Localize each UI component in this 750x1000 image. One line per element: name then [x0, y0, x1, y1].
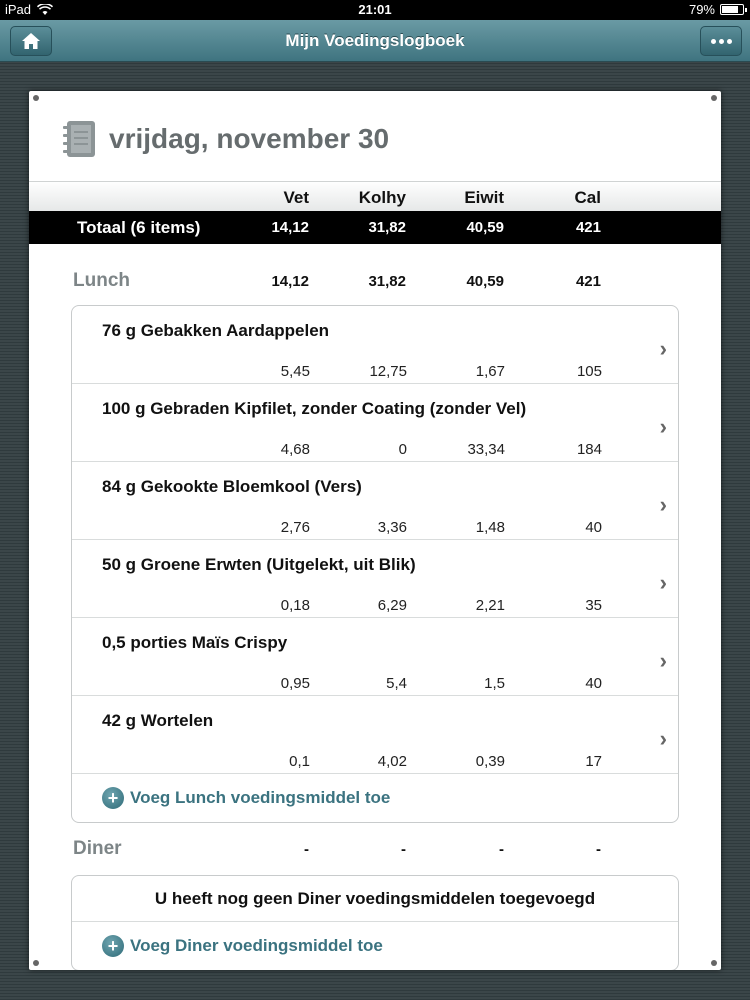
food-item-protein: 0,39 — [475, 753, 505, 770]
chevron-right-icon: › — [659, 726, 667, 751]
status-time: 21:01 — [358, 2, 392, 17]
food-item-row[interactable] — [72, 384, 678, 462]
battery-icon — [720, 4, 744, 15]
food-item-fat: 2,76 — [280, 519, 310, 536]
diner-protein: - — [499, 841, 504, 858]
column-carbs: Kolhy — [358, 188, 406, 207]
total-cal: 421 — [575, 219, 601, 236]
food-item-fat: 5,45 — [280, 363, 310, 380]
food-item-cal: 40 — [585, 519, 602, 536]
more-button[interactable] — [700, 26, 742, 56]
date-title: vrijdag, november 30 — [109, 123, 390, 154]
screw-decoration — [33, 960, 39, 966]
lunch-label: Lunch — [73, 270, 130, 291]
column-protein: Eiwit — [464, 188, 504, 207]
diner-fat: - — [304, 841, 309, 858]
food-item-row[interactable] — [72, 540, 678, 618]
lunch-carbs: 31,82 — [368, 273, 406, 290]
food-item-cal: 35 — [585, 597, 602, 614]
food-item-row[interactable] — [72, 306, 678, 384]
food-item-fat: 0,18 — [280, 597, 310, 614]
chevron-right-icon: › — [659, 336, 667, 361]
food-item-carbs: 0 — [398, 441, 407, 458]
food-item-carbs: 12,75 — [369, 363, 407, 380]
add-lunch-label: Voeg Lunch voedingsmiddel toe — [130, 788, 391, 807]
lunch-fat: 14,12 — [271, 273, 309, 290]
total-label: Totaal (6 items) — [77, 218, 201, 237]
food-item-row[interactable] — [72, 618, 678, 696]
food-item-protein: 1,67 — [475, 363, 505, 380]
column-cal: Cal — [574, 188, 601, 207]
total-row — [29, 211, 721, 244]
diner-cal: - — [596, 841, 601, 858]
food-item-fat: 0,95 — [280, 675, 310, 692]
food-item-cal: 184 — [576, 441, 602, 458]
screw-decoration — [711, 960, 717, 966]
status-bar — [0, 0, 750, 20]
chevron-right-icon: › — [659, 570, 667, 595]
food-item-protein: 1,5 — [484, 675, 505, 692]
diner-header — [29, 834, 721, 864]
navigation-bar — [0, 20, 750, 62]
food-item-carbs: 5,4 — [386, 675, 407, 692]
food-item-row[interactable] — [72, 462, 678, 540]
page-title: Mijn Voedingslogboek — [285, 31, 465, 50]
lunch-cal: 421 — [575, 273, 601, 290]
diner-items-group — [71, 875, 679, 970]
column-header — [29, 181, 721, 211]
food-item-name: 76 g Gebakken Aardappelen — [102, 321, 330, 340]
food-item-name: 84 g Gekookte Bloemkool (Vers) — [102, 477, 362, 496]
diner-label: Diner — [73, 838, 122, 859]
device-label: iPad — [5, 2, 32, 17]
lunch-header — [29, 266, 721, 296]
add-circle-icon: + — [102, 787, 124, 809]
food-item-protein: 2,21 — [475, 597, 505, 614]
food-item-fat: 0,1 — [289, 753, 310, 770]
add-lunch-button[interactable] — [72, 774, 678, 822]
food-item-row[interactable] — [72, 696, 678, 774]
date-header — [61, 119, 389, 159]
chevron-right-icon: › — [659, 492, 667, 517]
total-fat: 14,12 — [271, 219, 309, 236]
lunch-items-group — [71, 305, 679, 823]
add-diner-label: Voeg Diner voedingsmiddel toe — [130, 936, 383, 955]
more-icon — [711, 39, 732, 44]
add-diner-button[interactable] — [72, 922, 678, 970]
food-item-name: 42 g Wortelen — [102, 711, 214, 730]
battery-percentage: 79% — [688, 2, 715, 17]
food-item-protein: 1,48 — [475, 519, 505, 536]
total-carbs: 31,82 — [368, 219, 406, 236]
food-item-name: 50 g Groene Erwten (Uitgelekt, uit Blik) — [102, 555, 416, 574]
food-item-carbs: 4,02 — [377, 753, 407, 770]
food-item-name: 100 g Gebraden Kipfilet, zonder Coating (zonder Vel) — [102, 399, 527, 418]
chevron-right-icon: › — [659, 648, 667, 673]
column-fat: Vet — [283, 188, 309, 207]
lunch-protein: 40,59 — [466, 273, 504, 290]
screw-decoration — [33, 95, 39, 101]
empty-meal-message: U heeft nog geen Diner voedingsmiddelen toegevoegd — [72, 876, 678, 922]
total-protein: 40,59 — [466, 219, 504, 236]
food-item-cal: 40 — [585, 675, 602, 692]
food-item-name: 0,5 porties Maïs Crispy — [102, 633, 288, 652]
diner-carbs: - — [401, 841, 406, 858]
food-item-cal: 17 — [585, 753, 602, 770]
screw-decoration — [711, 95, 717, 101]
food-item-carbs: 6,29 — [377, 597, 407, 614]
notebook-icon — [61, 119, 99, 159]
food-item-carbs: 3,36 — [377, 519, 407, 536]
food-log-card — [29, 91, 721, 970]
chevron-right-icon: › — [659, 414, 667, 439]
food-item-protein: 33,34 — [467, 441, 505, 458]
add-circle-icon: + — [102, 935, 124, 957]
food-item-cal: 105 — [576, 363, 602, 380]
food-item-fat: 4,68 — [280, 441, 310, 458]
